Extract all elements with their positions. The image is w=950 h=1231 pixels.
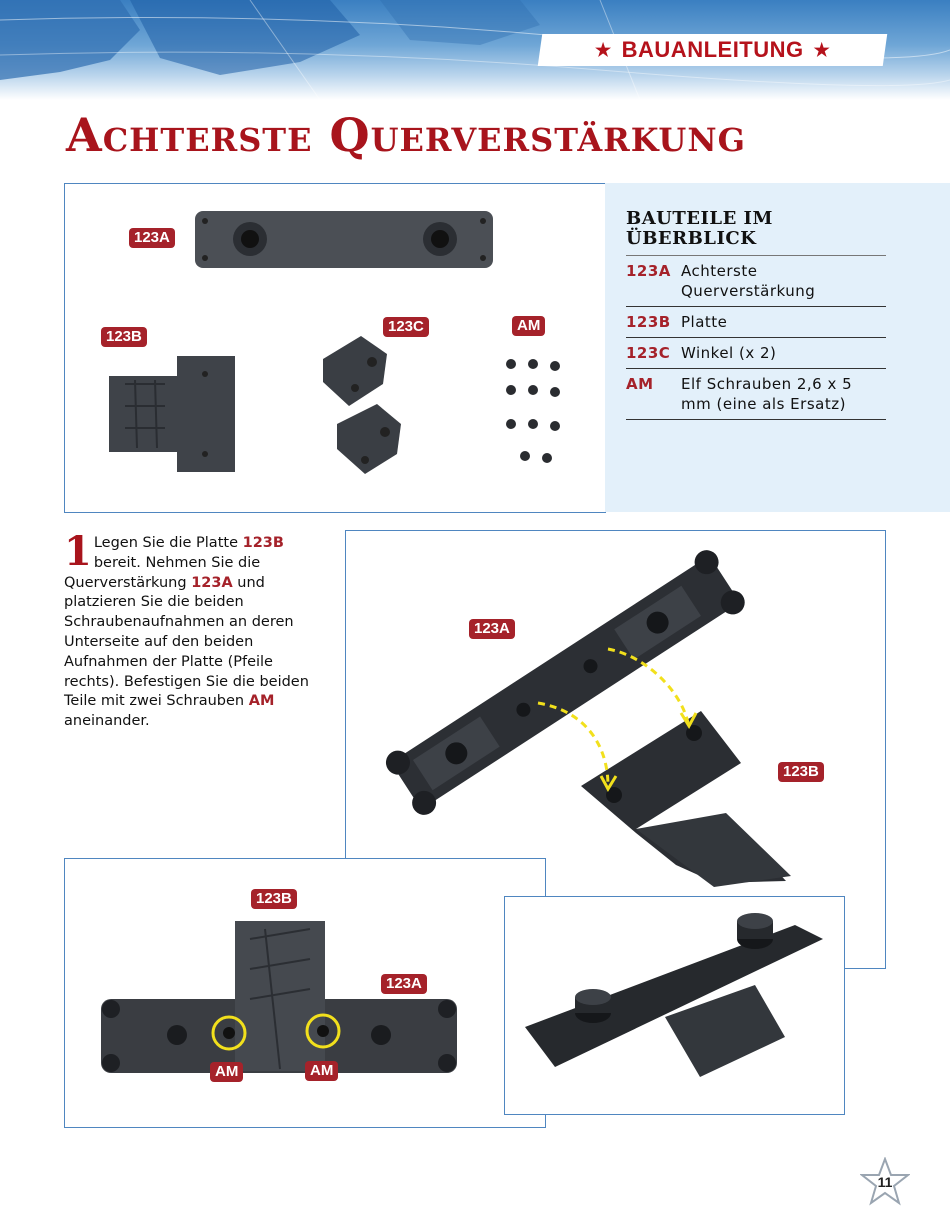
section-banner [538,34,887,66]
part-label-123b: 123B [101,327,147,347]
part-code: 123A [626,262,671,280]
parts-overview-panel [605,183,950,512]
assembly-perspective-illustration [505,897,845,1115]
part-code: 123B [626,313,671,331]
part-reference: 123A [191,574,233,591]
header-map-banner [0,0,950,100]
star-icon: ★ [594,39,612,60]
step-text: bereit. Nehmen Sie die Querverstärkung [64,554,261,591]
part-label-am: AM [305,1061,338,1081]
assembly-top-view-illustration [65,859,546,1128]
page-title: Achterste Querverstärkung [66,108,746,162]
banner-label: BAUANLEITUNG [621,37,804,62]
step-1-instructions [64,528,326,732]
parts-list [626,255,886,420]
step-text: Legen Sie die Platte [93,535,243,551]
part-code: AM [626,375,654,393]
list-item [626,256,886,307]
list-item [626,338,886,369]
list-item [626,307,886,338]
part-code: 123C [626,344,671,362]
parts-overview-heading: BAUTEILE IM ÜBERBLICK [626,208,773,249]
part-name: Platte [681,313,728,331]
assembly-perspective-photo [504,896,845,1115]
part-label-123a: 123A [381,974,427,994]
step-text: aneinander. [64,713,150,730]
parts-photo [64,183,606,513]
list-item [626,369,886,420]
assembly-top-view-photo [64,858,546,1128]
part-label-123a: 123A [129,228,175,248]
part-label-am: AM [512,316,545,336]
step-text: und platzieren Sie die beiden Schraubenaufnahmen an deren Unterseite auf den beiden Aufnahmen der Platte (Pfeile rechts). Befestigen Sie die beiden Teile mit zwei Schrauben [64,574,309,710]
part-label-123a: 123A [469,619,515,639]
page-number: 11 [877,1174,893,1190]
part-reference: 123B [242,535,284,551]
part-reference: AM [248,693,275,710]
part-label-123c: 123C [383,317,429,337]
step-number: 1 [64,528,92,575]
part-label-123b: 123B [251,889,297,909]
part-name: Winkel (x 2) [681,344,777,362]
part-label-123b: 123B [778,762,824,782]
part-label-am: AM [210,1062,243,1082]
part-name: Elf Schrauben 2,6 x 5 mm (eine als Ersatz) [681,375,853,413]
star-icon: ★ [813,39,831,60]
part-name: Achterste Querverstärkung [681,262,816,300]
